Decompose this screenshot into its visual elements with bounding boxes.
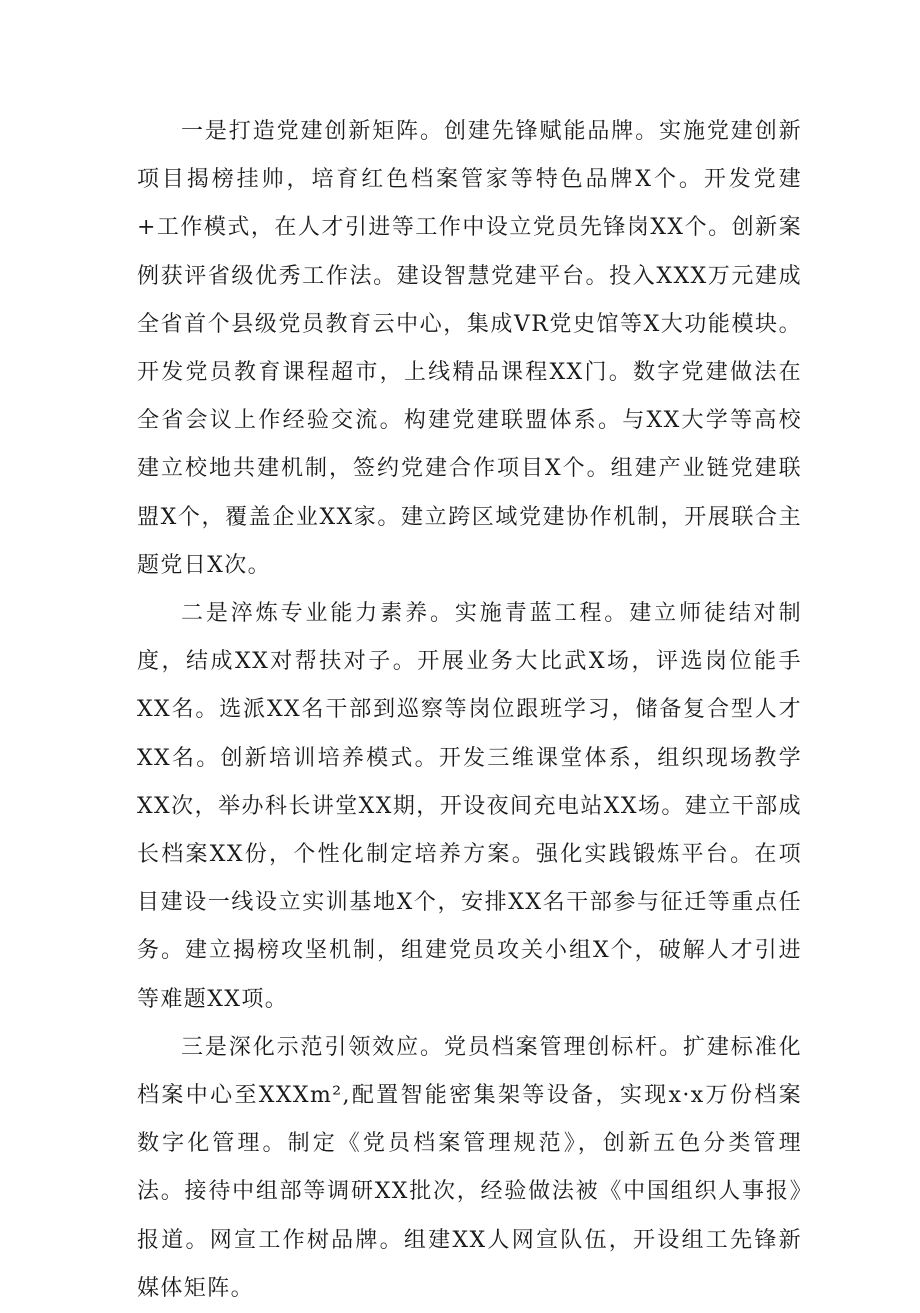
paragraph-demonstration-effect: 三是深化示范引领效应。党员档案管理创标杆。扩建标准化档案中心至XXXm²,配置智能密集架等设备，实现x·x万份档案数字化管理。制定《党员档案管理规范》，创新五色分类管理法。接待中组部等调研XX批次，经验做法被《中国组织人事报》报道。网宣工作树品牌。组建XX人网宣队伍，开设组工先锋新媒体矩阵。 bbox=[137, 1034, 802, 1301]
document-body bbox=[137, 108, 802, 1313]
paragraph-professional-capability: 二是淬炼专业能力素养。实施青蓝工程。建立师徒结对制度，结成XX对帮扶对子。开展业务大比武X场，评选岗位能手XX名。选派XX名干部到巡察等岗位跟班学习，储备复合型人才XX名。创新培训培养模式。开发三维课堂体系，组织现场教学XX次，举办科长讲堂XX期，开设夜间充电站XX场。建立干部成长档案XX份，个性化制定培养方案。强化实践锻炼平台。在项目建设一线设立实训基地X个，安排XX名干部参与征迁等重点任务。建立揭榜攻坚机制，组建党员攻关小组X个，破解人才引进等难题XX项。 bbox=[137, 601, 802, 1012]
paragraph-party-building-innovation: 一是打造党建创新矩阵。创建先锋赋能品牌。实施党建创新项目揭榜挂帅，培育红色档案管家等特色品牌X个。开发党建+工作模式，在人才引进等工作中设立党员先锋岗XX个。创新案例获评省级优秀工作法。建设智慧党建平台。投入XXX万元建成全省首个县级党员教育云中心，集成VR党史馆等X大功能模块。开发党员教育课程超市，上线精品课程XX门。数字党建做法在全省会议上作经验交流。构建党建联盟体系。与XX大学等高校建立校地共建机制，签约党建合作项目X个。组建产业链党建联盟X个，覆盖企业XX家。建立跨区域党建协作机制，开展联合主题党日X次。 bbox=[137, 119, 802, 578]
